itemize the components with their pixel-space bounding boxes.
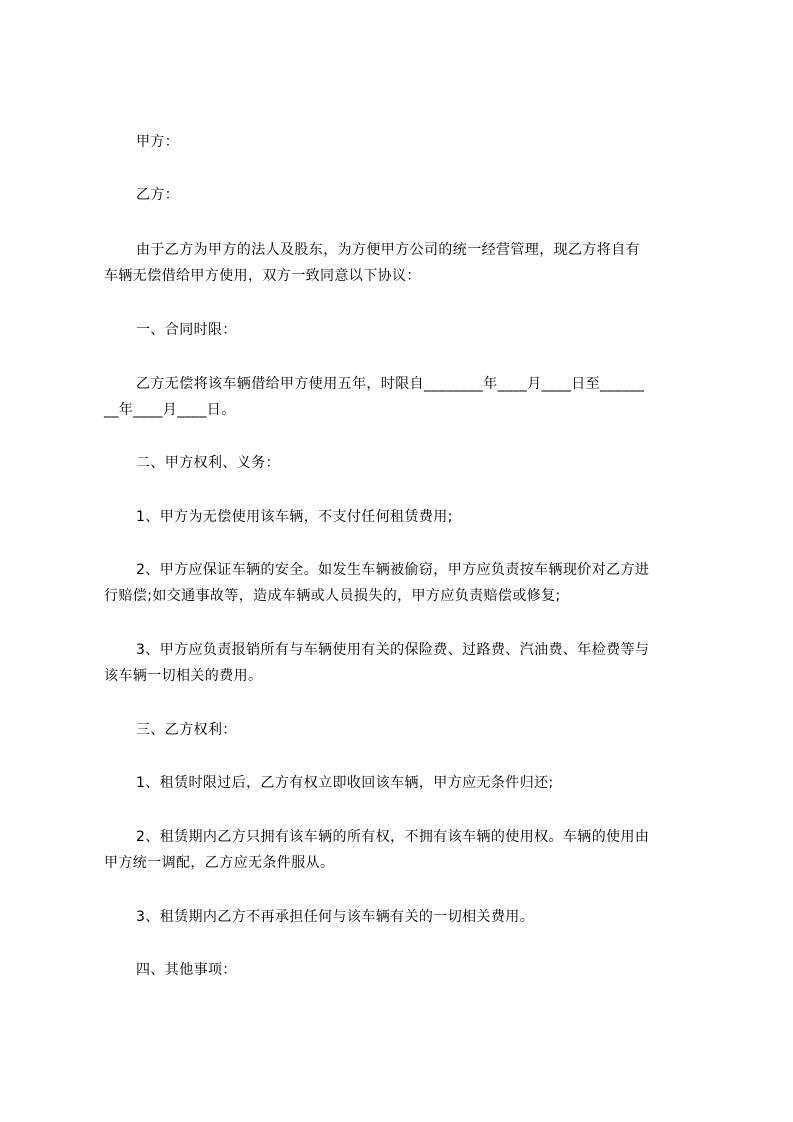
section-3-item-1: 1、租赁时限过后，乙方有权立即收回该车辆，甲方应无条件归还; (136, 775, 554, 791)
section-3-item-2-line-1: 2、租赁期内乙方只拥有该车辆的所有权，不拥有该车辆的使用权。车辆的使用由 (136, 829, 650, 845)
section-2-item-3-line-1: 3、甲方应负责报销所有与车辆使用有关的保险费、过路费、汽油费、年检费等与 (136, 642, 650, 658)
section-2-item-2-line-1: 2、甲方应保证车辆的安全。如发生车辆被偷窃，甲方应负责按车辆现价对乙方进 (136, 562, 650, 578)
section-1-heading: 一、合同时限： (136, 322, 237, 338)
section-3-heading: 三、乙方权利： (136, 722, 237, 738)
section-2-item-2-line-2: 行赔偿;如交通事故等，造成车辆或人员损失的，甲方应负责赔偿或修复; (104, 588, 561, 604)
party-b-label: 乙方： (136, 187, 180, 203)
party-a-label: 甲方： (136, 134, 180, 150)
section-4-heading: 四、其他事项： (136, 962, 237, 978)
section-1-line-1: 乙方无偿将该车辆借给甲方使用五年，时限自________年____月____日至______ (136, 376, 645, 392)
section-2-item-1: 1、甲方为无偿使用该车辆，不支付任何租赁费用; (136, 509, 453, 525)
section-2-item-3-line-2: 该车辆一切相关的费用。 (104, 668, 263, 684)
section-3-item-2-line-2: 甲方统一调配，乙方应无条件服从。 (104, 855, 335, 871)
intro-paragraph-line-2: 车辆无偿借给甲方使用，双方一致同意以下协议： (104, 268, 421, 284)
section-1-line-2: __年____月____日。 (104, 402, 236, 418)
intro-paragraph-line-1: 由于乙方为甲方的法人及股东，为方便甲方公司的统一经营管理，现乙方将自有 (136, 242, 640, 258)
section-2-heading: 二、甲方权利、义务： (136, 455, 280, 471)
section-3-item-3: 3、租赁期内乙方不再承担任何与该车辆有关的一切相关费用。 (136, 909, 535, 925)
